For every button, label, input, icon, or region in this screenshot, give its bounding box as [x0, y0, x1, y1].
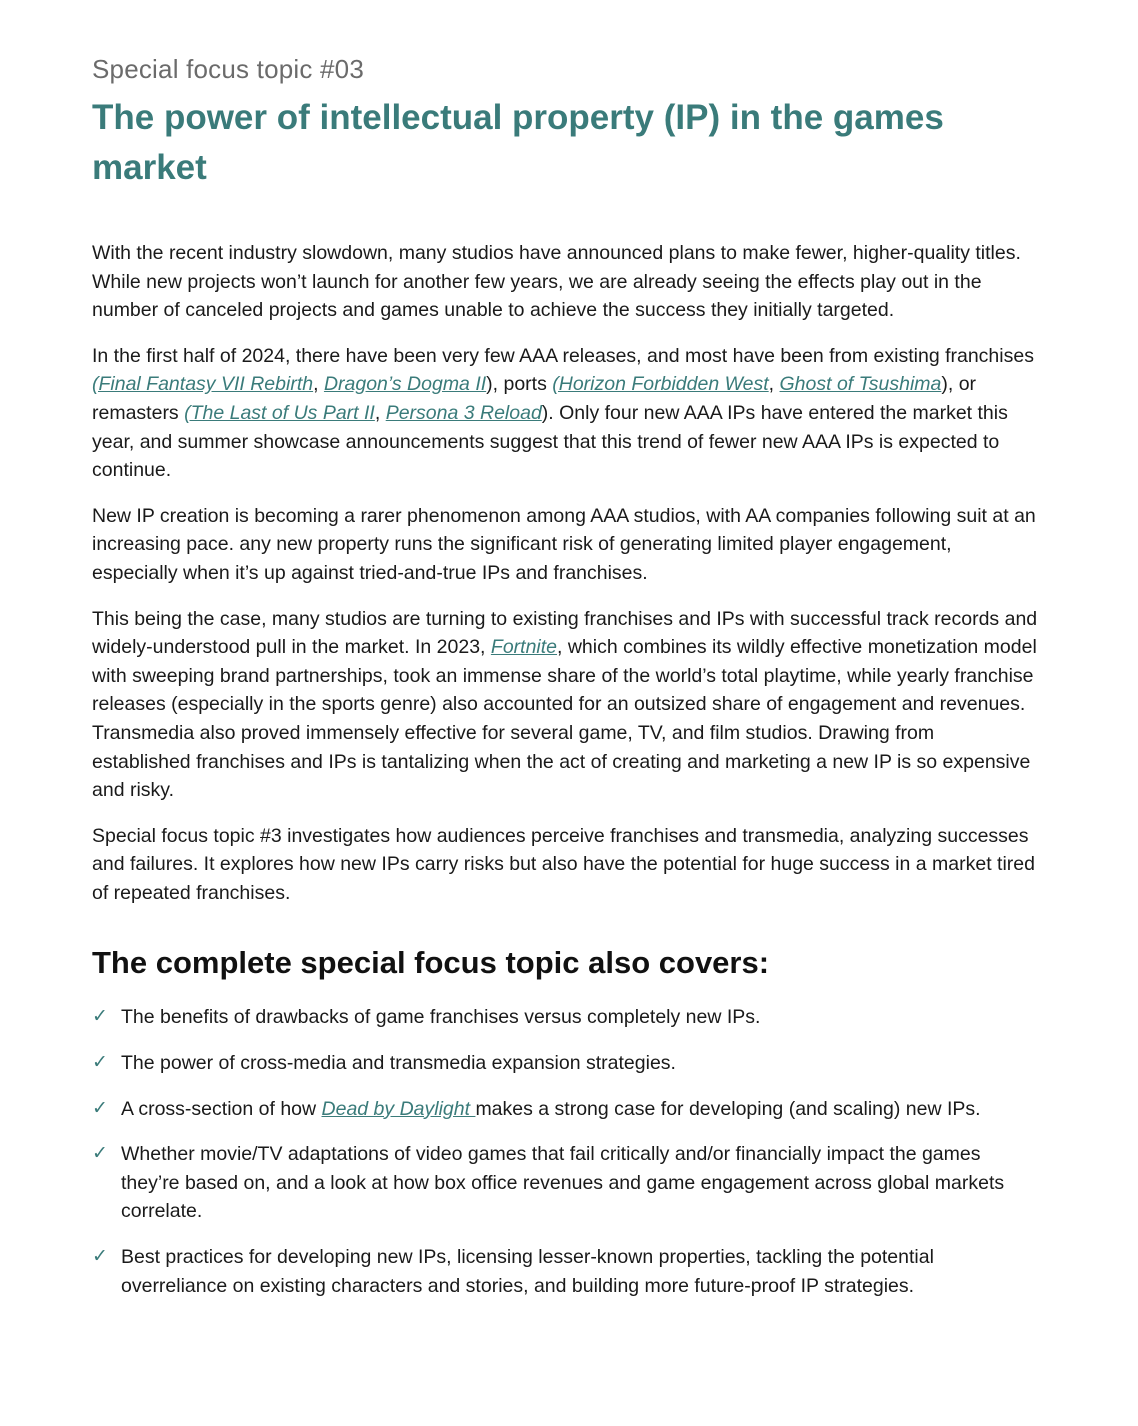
checkmark-icon: ✓	[92, 1051, 108, 1074]
text-span: ), or remasters	[92, 373, 977, 424]
link-horizon[interactable]: (Horizon Forbidden West	[552, 373, 769, 396]
list-item	[92, 1003, 1038, 1032]
separator: ,	[313, 373, 324, 396]
list-item-text: Whether movie/TV adaptations of video games that fail critically and/or financially impact the games they’re based on, and a look at how box office revenues and game engagement across global markets correlate.	[121, 1143, 1005, 1223]
topic-kicker: Special focus topic #03	[92, 54, 364, 84]
separator: ,	[768, 373, 780, 396]
link-last-of-us[interactable]: (The Last of Us Part II	[184, 401, 375, 424]
list-item	[92, 1243, 1038, 1300]
checkmark-icon: ✓	[92, 1142, 108, 1165]
text-span: ). Only four new AAA IPs have entered the market this year, and summer showcase announcements suggest that this trend of fewer new AAA IPs is expected to continue.	[92, 401, 1008, 482]
link-ghost-of-tsushima[interactable]: Ghost of Tsushima	[779, 373, 942, 396]
list-item-text: makes a strong case for developing (and scaling) new IPs.	[475, 1097, 981, 1120]
list-item-text: Best practices for developing new IPs, licensing lesser-known properties, tackling the potential overreliance on existing characters and stories, and building more future-proof IP strategies.	[121, 1246, 934, 1297]
text-span: In the first half of 2024, there have been very few AAA releases, and most have been from existing franchises	[92, 344, 1034, 367]
franchises-paragraph	[92, 605, 1038, 805]
text-span: , which combines its wildly effective monetization model with sweeping brand partnerships, took an immense share of the world’s total playtime, while yearly franchise releases (especially in the sports genre) also accounted for an outsized share of engagement and revenues. Transmedia also proved immensely effective for several game, TV, and film studios. Drawing from established franchises and IPs is tantalizing when the act of creating and marketing a new IP is so expensive and risky.	[92, 636, 1037, 802]
list-item-text: The benefits of drawbacks of game franchises versus completely new IPs.	[121, 1006, 761, 1029]
list-item-text: The power of cross-media and transmedia expansion strategies.	[121, 1052, 676, 1075]
link-fortnite[interactable]: Fortnite	[490, 636, 558, 659]
checkmark-icon: ✓	[92, 1245, 108, 1268]
summary-paragraph: Special focus topic #3 investigates how audiences perceive franchises and transmedia, analyzing successes and failures. It explores how new IPs carry risks but also have the potential for huge success in a market tired of repeated franchises.	[92, 824, 1035, 904]
list-item	[92, 1140, 1038, 1226]
text-span: This being the case, many studios are turning to existing franchises and IPs with successful track records and widely-understood pull in the market. In 2023,	[92, 607, 1038, 659]
list-item-text: A cross-section of how	[121, 1097, 322, 1120]
page-title: The power of intellectual property (IP) in the games market	[92, 98, 944, 187]
link-persona-3[interactable]: Persona 3 Reload	[385, 401, 542, 424]
text-span: ), ports	[486, 373, 553, 396]
link-dragons-dogma[interactable]: Dragon’s Dogma II	[323, 373, 487, 396]
coverage-list	[92, 1003, 1038, 1300]
link-final-fantasy[interactable]: (Final Fantasy VII Rebirth	[92, 373, 314, 396]
separator: ,	[374, 401, 386, 424]
ip-creation-paragraph: New IP creation is becoming a rarer phenomenon among AAA studios, with AA companies following suit at an increasing pace. any new property runs the significant risk of generating limited player engagement, especially when it’s up against tried-and-true IPs and franchises.	[92, 504, 1036, 584]
list-item	[92, 1095, 1038, 1124]
list-item	[92, 1049, 1038, 1078]
checkmark-icon: ✓	[92, 1096, 108, 1119]
intro-paragraph: With the recent industry slowdown, many studios have announced plans to make fewer, higher-quality titles. While new projects won’t launch for another few years, we are already seeing the effects play out in the number of canceled projects and games unable to achieve the success they initially targeted.	[92, 242, 1021, 322]
section-subtitle: The complete special focus topic also covers:	[92, 945, 770, 981]
releases-paragraph	[92, 342, 1038, 485]
link-dead-by-daylight[interactable]: Dead by Daylight	[321, 1097, 476, 1120]
checkmark-icon: ✓	[92, 1005, 108, 1028]
